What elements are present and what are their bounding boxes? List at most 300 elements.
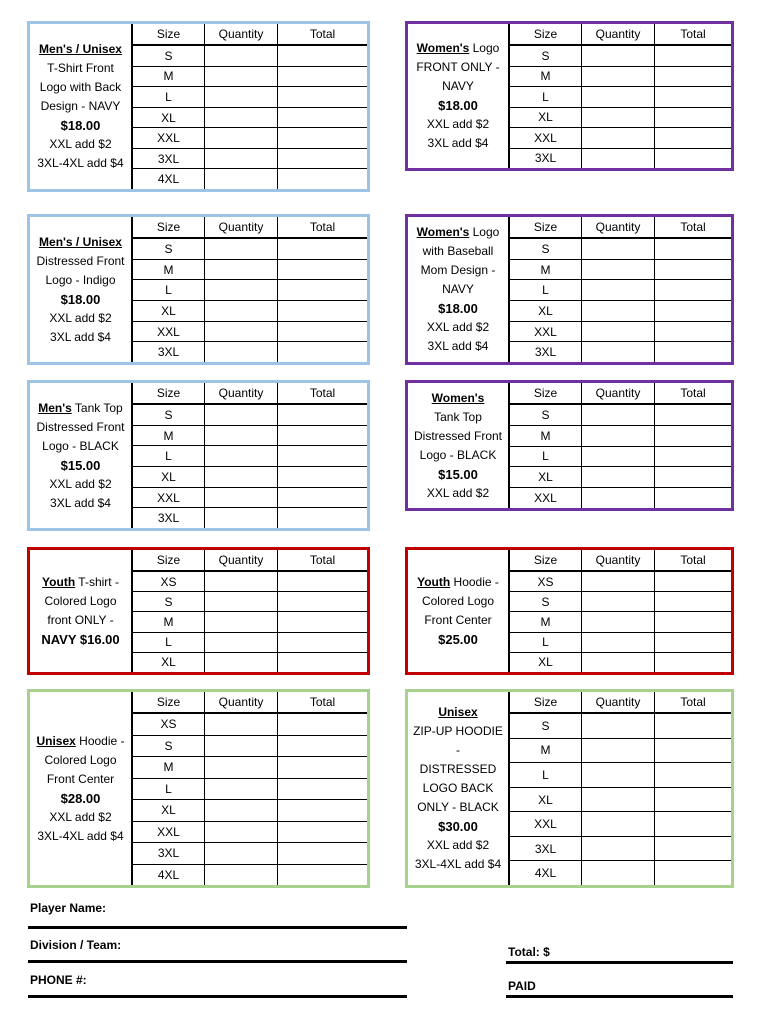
total-cell[interactable] [278,592,367,611]
table-row [133,46,367,67]
product-box-womens-logo [405,21,734,171]
size-cell: L [133,633,205,652]
size-cell: S [510,592,582,611]
quantity-cell[interactable] [205,426,278,446]
total-cell[interactable] [278,508,367,528]
total-cell[interactable] [278,800,367,821]
quantity-cell[interactable] [582,67,655,87]
column-header-size: Size [133,550,205,570]
quantity-cell[interactable] [205,592,278,611]
total-cell[interactable] [655,426,731,446]
table-row [133,108,367,129]
column-header-quantity: Quantity [205,550,278,570]
description-line: Men's / Unisex [39,234,122,249]
quantity-cell[interactable] [205,67,278,87]
phone-line[interactable] [28,995,407,998]
total-cell[interactable] [278,467,367,487]
quantity-cell[interactable] [582,467,655,487]
total-cell[interactable] [655,612,731,631]
description-line: Distressed Front [413,428,503,443]
total-cell[interactable] [655,260,731,280]
quantity-cell[interactable] [582,837,655,861]
table-row [510,280,731,301]
column-header-quantity: Quantity [582,24,655,44]
table-row [510,239,731,260]
quantity-cell[interactable] [205,612,278,631]
description-line: Design - NAVY [40,99,121,113]
column-header-total: Total [309,553,336,567]
quantity-cell[interactable] [582,149,655,169]
total-cell[interactable] [278,260,367,280]
description-line: $25.00 [438,632,478,647]
size-cell: M [133,67,205,87]
description-line: XXL add $2 [426,117,490,131]
total-cell[interactable] [278,572,367,591]
size-cell: L [133,280,205,300]
table-row [510,405,731,426]
quantity-cell[interactable] [205,800,278,821]
total-cell[interactable] [278,301,367,321]
table-header-row [133,217,367,239]
column-header-total: Total [309,695,336,709]
column-header-quantity: Quantity [205,24,278,44]
size-cell: XXL [510,812,582,836]
size-cell: M [133,426,205,446]
table-row [133,260,367,281]
quantity-cell[interactable] [205,260,278,280]
product-description [408,24,508,168]
paid-line[interactable] [506,995,733,998]
quantity-cell[interactable] [205,653,278,672]
quantity-cell[interactable] [205,779,278,800]
description-line: $18.00 [60,118,101,133]
description-line: $28.00 [60,790,101,806]
total-cell[interactable] [278,843,367,864]
column-header-quantity: Quantity [205,217,278,237]
quantity-cell[interactable] [205,405,278,425]
table-header-row [510,383,731,405]
quantity-cell[interactable] [582,405,655,425]
size-quantity-table [508,24,731,168]
description-line: Youth T-shirt - [42,575,119,589]
size-cell: XL [510,653,582,672]
quantity-cell[interactable] [205,865,278,886]
quantity-cell[interactable] [205,822,278,843]
size-cell: XS [133,714,205,735]
quantity-cell[interactable] [205,128,278,148]
description-line: Front Center [424,613,492,627]
quantity-cell[interactable] [582,812,655,836]
size-cell: S [510,405,582,425]
total-cell[interactable] [278,149,367,169]
total-cell[interactable] [655,572,731,591]
column-header-total: Total [680,27,706,41]
total-cell[interactable] [278,426,367,446]
quantity-cell[interactable] [205,280,278,300]
size-cell: XL [510,108,582,128]
quantity-cell[interactable] [582,592,655,611]
size-cell: XS [510,572,582,591]
total-cell[interactable] [278,239,367,259]
table-row [133,736,367,758]
total-cell[interactable] [655,488,731,508]
description-line: front ONLY - [47,613,114,627]
total-cell[interactable] [655,861,731,885]
quantity-cell[interactable] [582,128,655,148]
quantity-cell[interactable] [582,447,655,467]
column-header-quantity: Quantity [205,692,278,712]
size-cell: 3XL [133,342,205,362]
quantity-cell[interactable] [205,87,278,107]
column-header-size: Size [510,24,582,44]
column-header-size: Size [133,383,205,403]
total-cell[interactable] [278,757,367,778]
description-line: $15.00 [438,466,478,482]
size-quantity-table [131,217,367,362]
column-header-size: Size [510,550,582,570]
total-cell[interactable] [655,108,731,128]
product-description [30,217,131,362]
total-cell[interactable] [655,405,731,425]
table-row [133,779,367,801]
size-cell: L [510,87,582,107]
total-cell[interactable] [278,108,367,128]
total-cell[interactable] [278,736,367,757]
column-header-total: Total [680,695,706,709]
table-row [510,128,731,149]
quantity-cell[interactable] [582,239,655,259]
table-row [510,260,731,281]
size-cell: L [133,446,205,466]
description-line: Logo with Back [39,80,122,94]
total-cell[interactable] [655,633,731,652]
quantity-cell[interactable] [205,467,278,487]
description-line: Colored Logo [44,594,117,608]
quantity-cell[interactable] [582,342,655,362]
column-header-total: Total [309,27,336,41]
size-cell: M [133,612,205,631]
table-row [510,447,731,468]
table-row [510,763,731,788]
table-row [133,592,367,612]
quantity-cell[interactable] [582,633,655,652]
quantity-cell[interactable] [582,108,655,128]
column-header-total: Total [680,553,706,567]
column-header-quantity: Quantity [582,692,655,712]
size-quantity-table [508,383,731,508]
table-row [133,653,367,672]
total-cell[interactable] [655,322,731,342]
column-header-total: Total [309,220,336,234]
quantity-cell[interactable] [205,757,278,778]
total-cell[interactable] [655,763,731,787]
total-cell[interactable] [655,128,731,148]
total-cell[interactable] [278,653,367,672]
description-line: with Baseball [422,244,494,258]
total-cell[interactable] [655,837,731,861]
table-header-row [510,692,731,714]
description-line: Tank Top [434,409,482,424]
quantity-cell[interactable] [205,108,278,128]
table-row [133,169,367,189]
table-row [133,572,367,592]
size-cell: 3XL [510,342,582,362]
size-cell: XL [133,653,205,672]
total-cell[interactable] [278,87,367,107]
quantity-cell[interactable] [205,322,278,342]
description-line: 3XL add $4 [50,495,111,510]
player-name-line[interactable] [28,926,407,929]
total-cell[interactable] [655,46,731,66]
size-cell: L [510,280,582,300]
table-row [510,572,731,592]
product-description [408,217,508,362]
size-cell: S [510,714,582,738]
quantity-cell[interactable] [205,572,278,591]
total-cell[interactable] [655,653,731,672]
quantity-cell[interactable] [205,633,278,652]
total-cell[interactable] [278,67,367,87]
quantity-cell[interactable] [582,861,655,885]
column-header-total: Total [680,386,706,400]
table-row [133,633,367,653]
size-cell: S [133,592,205,611]
description-line: $18.00 [438,98,478,113]
table-row [510,861,731,885]
column-header-size: Size [133,217,205,237]
total-cell[interactable] [655,239,731,259]
quantity-cell[interactable] [205,149,278,169]
size-cell: 3XL [133,843,205,864]
size-cell: XS [133,572,205,591]
table-row [133,714,367,736]
total-cell[interactable] [278,612,367,631]
quantity-cell[interactable] [582,301,655,321]
size-cell: XL [133,467,205,487]
table-header-row [133,692,367,714]
total-cell[interactable] [278,280,367,300]
total-cell[interactable] [655,67,731,87]
description-line: ZIP-UP HOODIE - [413,724,503,757]
total-cell[interactable] [655,467,731,487]
total-cell[interactable] [655,714,731,738]
total-cell[interactable] [278,46,367,66]
description-line: LOGO BACK [422,781,494,795]
size-cell: 4XL [133,865,205,886]
table-row [133,342,367,362]
size-cell: XXL [510,488,582,508]
quantity-cell[interactable] [582,653,655,672]
total-cell[interactable] [655,739,731,763]
column-header-size: Size [510,383,582,403]
product-box-mens-distressed [27,214,370,365]
quantity-cell[interactable] [582,87,655,107]
table-row [510,739,731,764]
quantity-cell[interactable] [582,739,655,763]
quantity-cell[interactable] [582,260,655,280]
total-cell[interactable] [655,301,731,321]
description-line: XXL add $2 [426,320,490,334]
quantity-cell[interactable] [205,508,278,528]
quantity-cell[interactable] [205,239,278,259]
quantity-cell[interactable] [205,488,278,508]
quantity-cell[interactable] [582,763,655,787]
description-line: FRONT ONLY - [416,60,500,74]
size-cell: XXL [133,488,205,508]
table-row [133,239,367,260]
product-box-womens-baseball [405,214,734,365]
table-row [510,108,731,129]
size-cell: XL [510,301,582,321]
product-description [408,692,508,885]
quantity-cell[interactable] [582,426,655,446]
description-line: XXL add $2 [426,838,490,852]
total-cell[interactable] [278,169,367,189]
total-line[interactable] [506,961,733,964]
size-cell: M [510,260,582,280]
table-row [510,837,731,862]
table-row [510,46,731,67]
quantity-cell[interactable] [205,342,278,362]
size-quantity-table [508,217,731,362]
size-cell: S [133,405,205,425]
quantity-cell[interactable] [205,843,278,864]
size-cell: 4XL [510,861,582,885]
size-cell: XXL [510,128,582,148]
total-cell[interactable] [655,280,731,300]
description-line: 3XL add $4 [427,339,489,353]
quantity-cell[interactable] [582,572,655,591]
total-cell[interactable] [655,149,731,169]
total-cell[interactable] [278,322,367,342]
column-header-size: Size [510,692,582,712]
product-description [30,383,131,528]
table-row [133,301,367,322]
total-cell[interactable] [655,87,731,107]
quantity-cell[interactable] [582,280,655,300]
size-cell: L [510,763,582,787]
description-line: $18.00 [438,301,478,316]
size-cell: 3XL [510,837,582,861]
table-row [133,67,367,88]
total-cell[interactable] [278,446,367,466]
description-line: Youth Hoodie - [417,575,499,589]
size-cell: M [510,426,582,446]
quantity-cell[interactable] [582,322,655,342]
total-cell[interactable] [655,812,731,836]
description-line: T-Shirt Front [47,61,114,75]
table-row [510,87,731,108]
total-cell[interactable] [655,592,731,611]
column-header-size: Size [510,217,582,237]
size-quantity-table [131,692,367,885]
description-line: XXL add $2 [49,137,112,151]
table-row [510,301,731,322]
division-team-line[interactable] [28,960,407,963]
total-cell[interactable] [278,779,367,800]
description-line: 3XL add $4 [427,136,489,150]
total-cell[interactable] [278,633,367,652]
total-cell[interactable] [278,865,367,886]
total-cell[interactable] [655,342,731,362]
total-cell[interactable] [655,788,731,812]
quantity-cell[interactable] [205,714,278,735]
table-header-row [133,24,367,46]
column-header-quantity: Quantity [582,550,655,570]
quantity-cell[interactable] [582,714,655,738]
size-cell: 3XL [133,508,205,528]
quantity-cell[interactable] [205,301,278,321]
size-cell: 3XL [510,149,582,169]
product-box-mens-tshirt [27,21,370,192]
quantity-cell[interactable] [582,788,655,812]
description-line: Front Center [46,771,115,786]
quantity-cell[interactable] [205,446,278,466]
total-cell[interactable] [278,128,367,148]
size-cell: XXL [133,822,205,843]
description-line: Colored Logo [421,594,495,608]
size-cell: M [510,739,582,763]
description-line: XXL add $2 [49,809,112,824]
total-cell[interactable] [278,822,367,843]
table-row [133,508,367,528]
table-row [510,322,731,343]
table-row [133,488,367,509]
table-row [510,488,731,508]
quantity-cell[interactable] [205,46,278,66]
table-row [510,342,731,362]
total-cell[interactable] [278,488,367,508]
product-box-womens-tank [405,380,734,511]
size-cell: XL [133,108,205,128]
quantity-cell[interactable] [582,46,655,66]
description-line: $18.00 [60,291,101,307]
description-line: Distressed Front [36,253,125,268]
size-cell: XL [133,301,205,321]
description-line: Distressed Front [36,419,125,434]
size-quantity-table [131,24,367,189]
table-header-row [133,550,367,572]
table-row [510,714,731,739]
description-line: Unisex Hoodie - [36,733,125,748]
product-description [30,550,131,672]
description-line: $30.00 [438,819,478,834]
quantity-cell[interactable] [582,612,655,631]
total-cell[interactable] [278,405,367,425]
table-row [510,633,731,653]
description-line: Logo - Indigo [45,272,116,287]
size-cell: S [133,736,205,757]
table-header-row [510,550,731,572]
column-header-total: Total [680,220,706,234]
product-description [30,24,131,189]
table-row [133,467,367,488]
quantity-cell[interactable] [205,736,278,757]
size-cell: XL [510,467,582,487]
total-cell[interactable] [278,714,367,735]
table-row [510,67,731,88]
table-row [133,800,367,822]
size-cell: S [133,46,205,66]
total-cell[interactable] [655,447,731,467]
table-row [510,467,731,488]
description-line: Women's Logo [416,41,500,55]
quantity-cell[interactable] [205,169,278,189]
product-box-unisex-zip-hoodie [405,689,734,888]
total-cell[interactable] [278,342,367,362]
quantity-cell[interactable] [582,488,655,508]
column-header-quantity: Quantity [582,383,655,403]
